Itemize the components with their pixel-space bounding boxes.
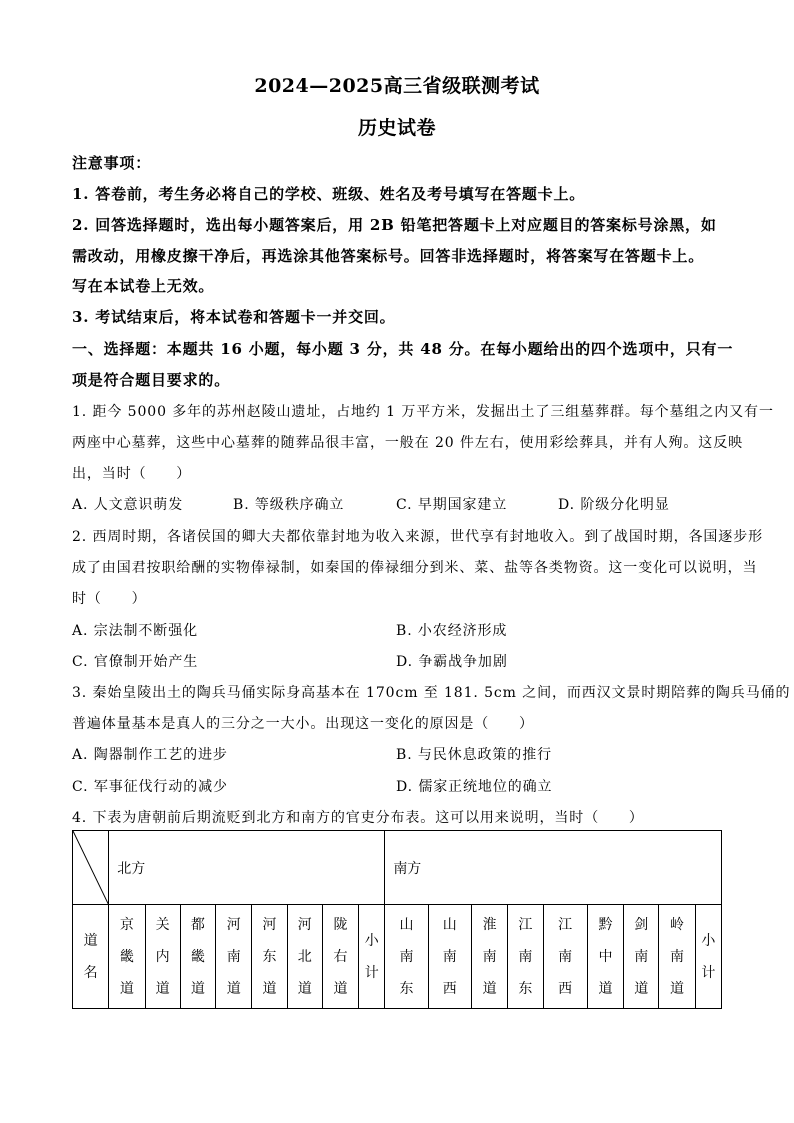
south-col-jiannan: 剑 南 道 <box>624 905 659 1009</box>
south-col-shannanxi: 山 南 西 <box>428 905 471 1009</box>
question-1-option-d: D. 阶级分化明显 <box>558 497 670 513</box>
question-2-option-d: D. 争霸战争加剧 <box>396 654 508 670</box>
question-3-option-c: C. 军事征伐行动的减少 <box>72 779 228 795</box>
question-1-line-3: 出，当时（ ） <box>72 466 192 482</box>
north-col-hebei: 河 北 道 <box>287 905 322 1009</box>
row-label: 道 <box>83 932 98 949</box>
question-2-option-c: C. 官僚制开始产生 <box>72 654 199 670</box>
question-3-option-b: B. 与民休息政策的推行 <box>396 747 552 763</box>
row-label-cell <box>73 905 109 1009</box>
south-col-jiangnanxi: 江 南 西 <box>543 905 587 1009</box>
south-col-shannandong: 山 南 东 <box>385 905 428 1009</box>
north-col-longyou: 陇 右 道 <box>322 905 358 1009</box>
note-item-1: 1. 答卷前，考生务必将自己的学校、班级、姓名及考号填写在答题卡上。 <box>72 185 586 203</box>
question-3-line-1: 3. 秦始皇陵出土的陶兵马俑实际身高基本在 170cm 至 181. 5cm 之间，而西汉文景时期陪葬的陶兵马俑的 <box>72 685 791 701</box>
question-1-option-a: A. 人文意识萌发 <box>72 497 184 513</box>
question-3-option-d: D. 儒家正统地位的确立 <box>396 779 553 795</box>
south-col-lingnan: 岭 南 道 <box>659 905 695 1009</box>
notes-heading: 注意事项： <box>72 154 152 172</box>
question-2-line-1: 2. 西周时期，各诸侯国的卿大夫都依靠封地为收入来源，世代享有封地收入。到了战国时期，各国逐步形 <box>72 529 764 545</box>
south-col-jiangnandong: 江 南 东 <box>508 905 543 1009</box>
note-item-2-line-2: 需改动，用橡皮擦干净后，再选涂其他答案标号。回答非选择题时，将答案写在答题卡上。 <box>72 247 705 265</box>
south-header: 南方 <box>385 831 722 905</box>
question-3-line-2: 普遍体量基本是真人的三分之一大小。出现这一变化的原因是（ ） <box>72 716 534 732</box>
north-header: 北方 <box>109 831 385 905</box>
north-col-duji: 都 畿 道 <box>180 905 215 1009</box>
north-col-hedong: 河 东 道 <box>252 905 287 1009</box>
diagonal-line <box>73 831 108 904</box>
exam-subtitle: 历史试卷 <box>357 117 436 139</box>
south-col-qianzhong: 黔 中 道 <box>587 905 623 1009</box>
question-3-option-a: A. 陶器制作工艺的进步 <box>72 747 228 763</box>
south-col-huainan: 淮 南 道 <box>471 905 507 1009</box>
question-2-option-b: B. 小农经济形成 <box>396 623 508 639</box>
question-1-line-2: 两座中心墓葬，这些中心墓葬的随葬品很丰富，一般在 20 件左右，使用彩绘葬具，并有人殉。这反映 <box>72 435 744 451</box>
north-col-guannei: 关 内 道 <box>145 905 180 1009</box>
question-2-option-a: A. 宗法制不断强化 <box>72 623 199 639</box>
section-heading-line-2: 项是符合题目要求的。 <box>72 371 231 389</box>
question-2-line-3: 时（ ） <box>72 591 147 607</box>
section-heading-line-1: 一、选择题：本题共 16 小题，每小题 3 分，共 48 分。在每小题给出的四个选项中，只有一 <box>72 340 734 358</box>
question-2-line-2: 成了由国君按职给酬的实物俸禄制，如秦国的俸禄细分到米、菜、盐等各类物资。这一变化可以说明，当 <box>72 560 758 576</box>
north-col-subtotal: 小 计 <box>359 905 385 1009</box>
official-distribution-table <box>72 830 722 1009</box>
north-col-henan: 河 南 道 <box>216 905 252 1009</box>
exam-title: 2024—2025高三省级联测考试 <box>254 75 540 97</box>
note-item-2-line-3: 写在本试卷上无效。 <box>72 277 215 295</box>
table-corner-cell <box>73 831 109 905</box>
question-1-option-b: B. 等级秩序确立 <box>233 497 345 513</box>
row-label: 名 <box>83 964 98 981</box>
question-1-line-1: 1. 距今 5000 多年的苏州赵陵山遗址，占地约 1 万平方米，发掘出土了三组墓葬群。每个墓组之内又有一 <box>72 404 774 420</box>
north-col-jingji: 京 畿 道 <box>109 905 145 1009</box>
question-4-line-1: 4. 下表为唐朝前后期流贬到北方和南方的官吏分布表。这可以用来说明，当时（ ） <box>72 810 644 826</box>
note-item-3: 3. 考试结束后，将本试卷和答题卡一并交回。 <box>72 308 396 326</box>
note-item-2-line-1: 2. 回答选择题时，选出每小题答案后，用 2B 铅笔把答题卡上对应题目的答案标号涂黑，如 <box>72 216 717 234</box>
south-col-subtotal: 小 计 <box>695 905 721 1009</box>
question-1-option-c: C. 早期国家建立 <box>396 497 508 513</box>
